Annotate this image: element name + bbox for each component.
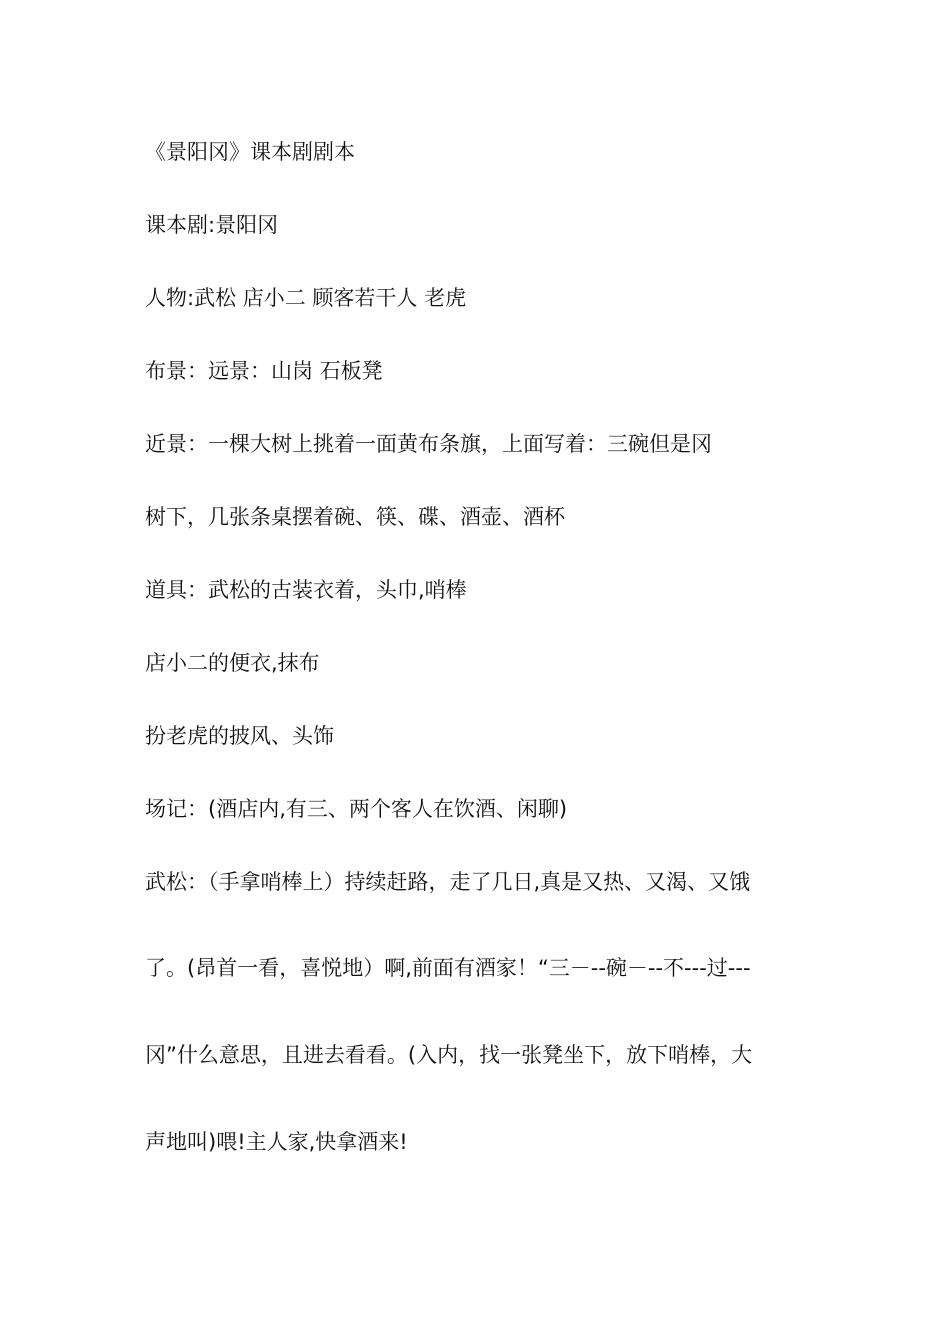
text-line: 了。(昂首一看，喜悦地）啊,前面有酒家！“三－--碗－--不---过--- (145, 956, 751, 980)
text-line: 近景：一棵大树上挑着一面黄布条旗，上面写着：三碗但是冈 (145, 432, 712, 456)
text-line: 扮老虎的披风、头饰 (145, 724, 334, 748)
text-line: 树下，几张条桌摆着碗、筷、碟、酒壶、酒杯 (145, 505, 565, 529)
document-title: 《景阳冈》课本剧剧本 (145, 140, 355, 164)
text-line: 店小二的便衣,抹布 (145, 651, 320, 675)
text-line: 武松：（手拿哨棒上）持续赶路，走了几日,真是又热、又渴、又饿 (145, 870, 751, 894)
text-line: 人物:武松 店小二 顾客若干人 老虎 (145, 286, 467, 310)
text-line: 声地叫)喂!主人家,快拿酒来! (145, 1130, 408, 1154)
text-line: 道具：武松的古装衣着，头巾,哨棒 (145, 578, 467, 602)
text-line: 布景：远景：山岗 石板凳 (145, 359, 383, 383)
text-line: 课本剧:景阳冈 (145, 213, 279, 237)
text-line: 冈”什么意思，且进去看看。(入内，找一张凳坐下，放下哨棒，大 (145, 1043, 753, 1067)
text-line: 场记：(酒店内,有三、两个客人在饮酒、闲聊) (145, 797, 568, 821)
